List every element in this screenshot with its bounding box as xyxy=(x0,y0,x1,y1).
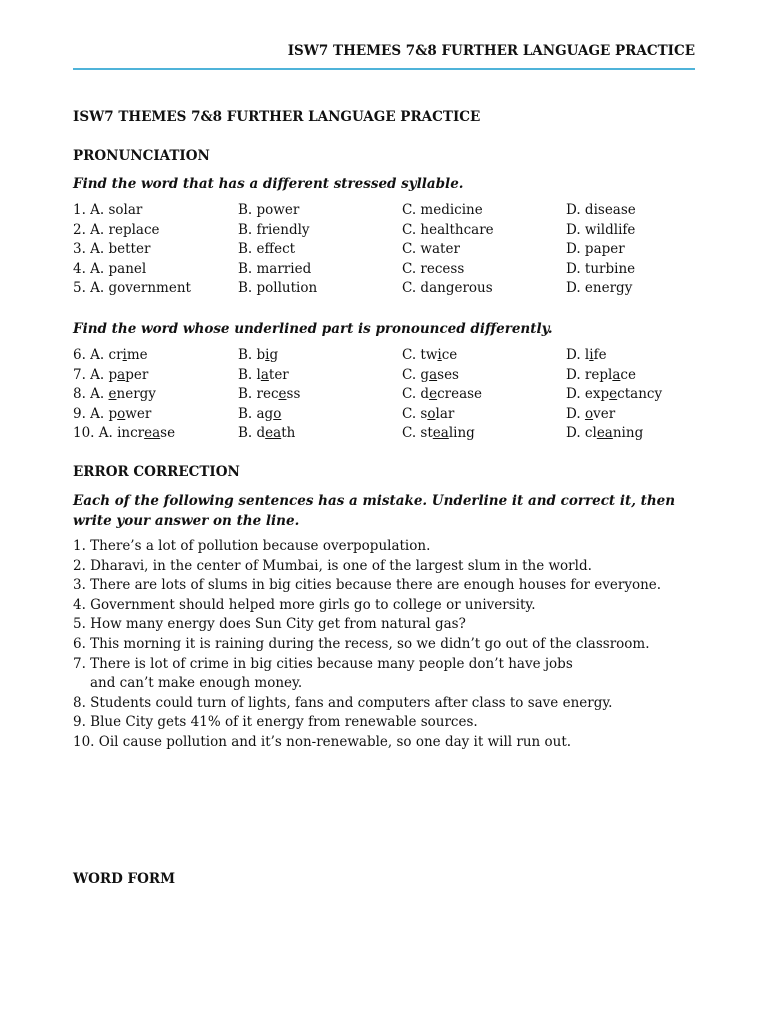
answer-option: 5. A. government xyxy=(73,280,191,297)
error-sentence: 1. There’s a lot of pollution because overpopulation. xyxy=(73,538,431,554)
answer-option xyxy=(238,346,278,366)
error-sentence: 5. How many energy does Sun City get from natural gas? xyxy=(73,616,466,633)
underlined-sound: e xyxy=(429,386,438,403)
answer-option xyxy=(402,385,482,405)
error-sentence: 7. There is lot of crime in big cities because many people don’t have jobs xyxy=(73,655,573,672)
underlined-sound: e xyxy=(609,386,618,403)
answer-option xyxy=(73,405,151,425)
answer-option xyxy=(73,424,175,444)
answer-option xyxy=(73,366,148,386)
underlined-sound: a xyxy=(117,366,126,383)
answer-option: D. disease xyxy=(566,202,636,218)
error-correction-heading: ERROR CORRECTION xyxy=(73,464,240,480)
answer-option xyxy=(402,366,459,386)
option-text: wer xyxy=(125,405,152,422)
underlined-sound: e xyxy=(278,386,287,403)
underlined-sound: ea xyxy=(432,425,449,442)
option-text: B. rec xyxy=(238,386,279,403)
answer-option: B. pollution xyxy=(238,280,318,297)
error-sentence: 9. Blue City gets 41% of it energy from renewable sources. xyxy=(73,714,478,731)
option-text: th xyxy=(281,425,296,442)
option-text: D. exp xyxy=(566,386,610,403)
answer-option xyxy=(402,346,457,366)
underlined-sound: i xyxy=(265,347,270,363)
error-correction-instruction: Each of the following sentences has a mistake. Underline it and correct it, then write your answer on the line. xyxy=(73,493,676,529)
option-text: 7. A. p xyxy=(73,366,118,383)
underlined-sound: i xyxy=(122,347,127,363)
underlined-sound: o xyxy=(427,405,436,422)
underlined-sound: ea xyxy=(144,425,161,442)
option-text: C. g xyxy=(402,366,430,383)
answer-option: C. water xyxy=(402,241,460,258)
underlined-sound: ea xyxy=(596,425,613,442)
option-text: B. ag xyxy=(238,405,274,422)
answer-option xyxy=(238,385,300,405)
stress-instruction: Find the word that has a different stressed syllable. xyxy=(73,176,464,192)
option-text: D. l xyxy=(566,347,590,363)
sound-instruction: Find the word whose underlined part is pronounced differently. xyxy=(73,321,553,337)
underlined-sound: a xyxy=(429,366,438,383)
option-text: 9. A. p xyxy=(73,405,118,422)
option-text: B. l xyxy=(238,366,261,383)
header-rule xyxy=(73,68,695,70)
underlined-sound: o xyxy=(273,405,282,422)
error-sentence: 4. Government should helped more girls go to college or university. xyxy=(73,596,536,613)
option-text: me xyxy=(126,347,148,363)
underlined-sound: e xyxy=(108,386,117,403)
option-text: D. repl xyxy=(566,366,613,383)
option-text: ce xyxy=(620,366,636,383)
answer-option xyxy=(566,366,636,386)
answer-option xyxy=(566,385,662,405)
error-sentence-list xyxy=(73,537,661,753)
running-header: ISW7 THEMES 7&8 FURTHER LANGUAGE PRACTICE xyxy=(287,43,695,59)
option-text: D. cl xyxy=(566,425,597,442)
answer-option xyxy=(402,424,475,444)
answer-option: C. dangerous xyxy=(402,280,493,297)
option-text: ses xyxy=(437,366,459,383)
answer-option: B. power xyxy=(238,202,300,218)
pronunciation-heading: PRONUNCIATION xyxy=(73,148,210,164)
answer-option: B. friendly xyxy=(238,221,310,238)
answer-option: 2. A. replace xyxy=(73,221,160,238)
option-text: lar xyxy=(435,405,455,422)
answer-option xyxy=(402,405,454,425)
option-text: ning xyxy=(612,425,644,442)
option-text: 6. A. cr xyxy=(73,347,123,363)
answer-option xyxy=(238,366,289,386)
underlined-sound: ea xyxy=(265,425,282,442)
option-text: g xyxy=(269,347,279,363)
option-text: D. xyxy=(566,405,585,422)
option-text: per xyxy=(125,366,149,383)
underlined-sound: a xyxy=(260,366,269,383)
option-text: ce xyxy=(441,347,458,363)
document-title: ISW7 THEMES 7&8 FURTHER LANGUAGE PRACTICE xyxy=(73,109,481,125)
answer-option: C. recess xyxy=(402,260,465,277)
option-text: crease xyxy=(437,386,483,403)
answer-option xyxy=(566,405,615,425)
answer-option: 3. A. better xyxy=(73,241,151,258)
answer-option: B. married xyxy=(238,260,312,277)
answer-option xyxy=(238,424,295,444)
answer-option: D. paper xyxy=(566,241,625,258)
answer-option xyxy=(238,405,281,425)
option-text: B. d xyxy=(238,425,266,442)
option-text: fe xyxy=(593,347,607,363)
option-text: C. s xyxy=(402,405,428,422)
word-form-heading: WORD FORM xyxy=(73,871,176,887)
error-sentence: 8. Students could turn of lights, fans and computers after class to save energy. xyxy=(73,694,613,711)
answer-option: C. healthcare xyxy=(402,221,494,238)
underlined-sound: a xyxy=(612,366,621,383)
option-text: ss xyxy=(286,386,301,403)
option-text: C. d xyxy=(402,386,430,403)
underlined-sound: i xyxy=(589,347,594,363)
answer-option xyxy=(73,346,148,366)
answer-option xyxy=(566,424,643,444)
answer-option: D. wildlife xyxy=(566,221,636,238)
answer-option: C. medicine xyxy=(402,202,483,218)
option-text: C. tw xyxy=(402,347,438,363)
option-text: nergy xyxy=(116,386,156,403)
answer-option: 1. A. solar xyxy=(73,202,143,218)
option-text: 8. A. xyxy=(73,386,109,403)
error-sentence: 2. Dharavi, in the center of Mumbai, is one of the largest slum in the world. xyxy=(73,557,592,574)
option-text: se xyxy=(160,425,176,442)
answer-option xyxy=(566,346,607,366)
option-text: C. st xyxy=(402,425,433,442)
option-text: ling xyxy=(448,425,475,442)
option-text: ter xyxy=(268,366,289,383)
option-text: ctancy xyxy=(617,386,663,403)
underlined-sound: i xyxy=(437,347,442,363)
error-sentence: 10. Oil cause pollution and it’s non-renewable, so one day it will run out. xyxy=(73,733,572,750)
error-sentence: and can’t make enough money. xyxy=(90,675,303,692)
underlined-sound: o xyxy=(117,405,126,422)
answer-option: D. energy xyxy=(566,280,633,297)
error-sentence: 3. There are lots of slums in big cities because there are enough houses for everyone. xyxy=(73,577,662,594)
answer-option: D. turbine xyxy=(566,260,636,277)
error-sentence: 6. This morning it is raining during the recess, so we didn’t go out of the classroom. xyxy=(73,635,650,652)
option-text: B. b xyxy=(238,347,266,363)
answer-option: 4. A. panel xyxy=(73,260,147,277)
answer-option xyxy=(73,385,156,405)
option-text: ver xyxy=(593,405,616,422)
answer-option: B. effect xyxy=(238,241,296,258)
underlined-sound: o xyxy=(584,405,594,422)
option-text: 10. A. incr xyxy=(73,425,145,442)
